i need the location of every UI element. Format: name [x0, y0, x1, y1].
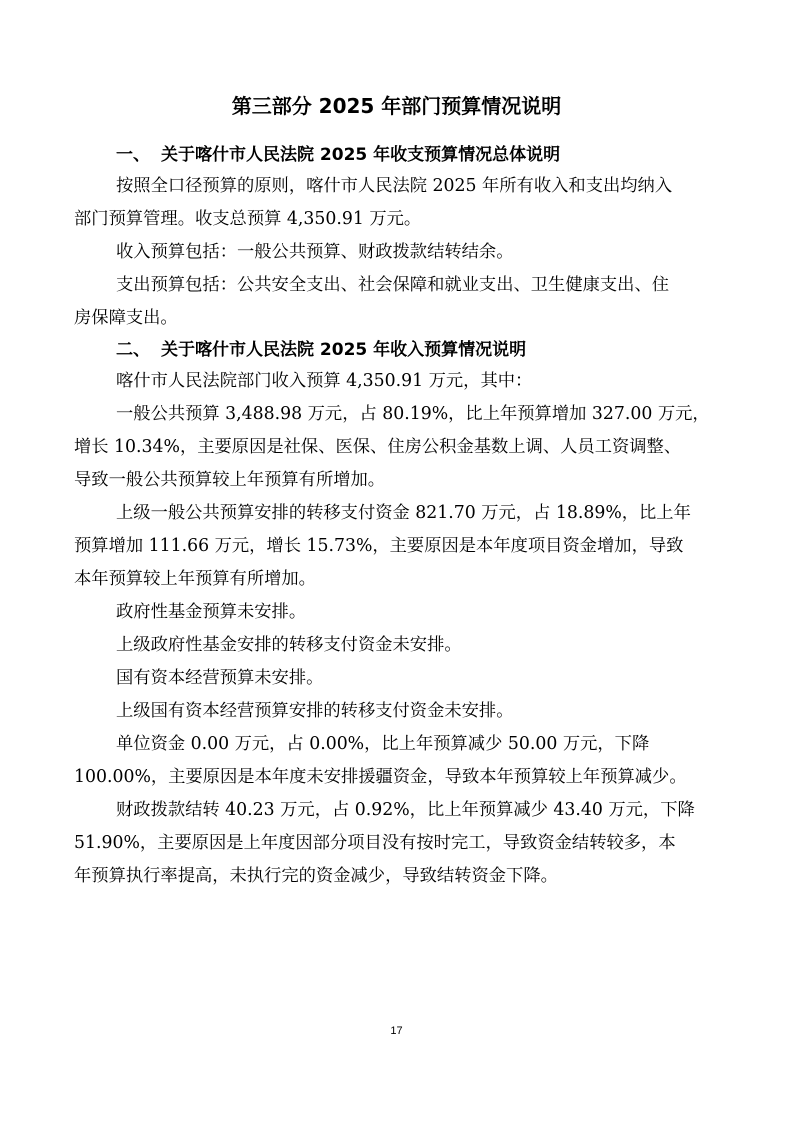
paragraph	[0, 170, 793, 236]
section-1-heading	[0, 140, 793, 170]
paragraph-line: 51.90%，主要原因是上年度因部分项目没有按时完工，导致资金结转较多，本	[74, 833, 676, 853]
section-1-heading-text: 关于喀什市人民法院 2025 年收支预算情况总体说明	[161, 145, 561, 165]
paragraph	[0, 497, 793, 596]
paragraph	[0, 269, 793, 335]
page-title: 第三部分 2025 年部门预算情况说明	[231, 94, 562, 118]
paragraph-line: 财政拨款结转 40.23 万元，占 0.92%，比上年预算减少 43.40 万元，下降	[116, 800, 695, 820]
paragraph	[0, 629, 793, 662]
paragraph-line: 预算增加 111.66 万元，增长 15.73%，主要原因是本年度项目资金增加，导致	[74, 536, 684, 556]
paragraph-line: 本年预算较上年预算有所增加。	[74, 569, 316, 589]
paragraph-line: 喀什市人民法院部门收入预算 4,350.91 万元，其中：	[116, 371, 533, 391]
paragraph-line: 增长 10.34%，主要原因是社保、医保、住房公积金基数上调、人员工资调整、	[74, 437, 682, 457]
paragraph	[0, 728, 793, 794]
paragraph-line: 导致一般公共预算较上年预算有所增加。	[74, 470, 386, 490]
section-2-heading-text: 关于喀什市人民法院 2025 年收入预算情况说明	[161, 340, 527, 360]
paragraph-line: 按照全口径预算的原则，喀什市人民法院 2025 年所有收入和支出均纳入	[116, 176, 673, 196]
paragraph-line: 房保障支出。	[74, 308, 178, 328]
section-2-number: 二、	[116, 340, 150, 360]
paragraph-line: 100.00%，主要原因是本年度未安排援疆资金，导致本年预算较上年预算减少。	[74, 767, 687, 787]
document-body	[0, 140, 793, 893]
paragraph-line: 部门预算管理。收支总预算 4,350.91 万元。	[74, 209, 422, 229]
page-number: 17	[390, 1025, 403, 1037]
paragraph	[0, 398, 793, 497]
paragraph-line: 一般公共预算 3,488.98 万元，占 80.19%，比上年预算增加 327.00 万元，	[116, 404, 710, 424]
paragraph	[0, 365, 793, 398]
paragraph-line: 上级国有资本经营预算安排的转移支付资金未安排。	[116, 701, 514, 721]
paragraph	[0, 695, 793, 728]
paragraph	[0, 794, 793, 893]
section-2-body	[0, 365, 793, 893]
section-2-heading	[0, 335, 793, 365]
paragraph-line: 支出预算包括：公共安全支出、社会保障和就业支出、卫生健康支出、住	[116, 275, 670, 295]
paragraph-line: 年预算执行率提高，未执行完的资金减少，导致结转资金下降。	[74, 866, 558, 886]
paragraph-line: 上级政府性基金安排的转移支付资金未安排。	[116, 635, 462, 655]
section-1-number: 一、	[116, 145, 150, 165]
paragraph-line: 国有资本经营预算未安排。	[116, 668, 324, 688]
paragraph-line: 收入预算包括：一般公共预算、财政拨款结转结余。	[116, 242, 514, 262]
section-1-body	[0, 170, 793, 335]
paragraph-line: 上级一般公共预算安排的转移支付资金 821.70 万元，占 18.89%，比上年	[116, 503, 691, 523]
paragraph-line: 单位资金 0.00 万元，占 0.00%，比上年预算减少 50.00 万元，下降	[116, 734, 650, 754]
paragraph	[0, 662, 793, 695]
paragraph-line: 政府性基金预算未安排。	[116, 602, 307, 622]
paragraph	[0, 596, 793, 629]
paragraph	[0, 236, 793, 269]
